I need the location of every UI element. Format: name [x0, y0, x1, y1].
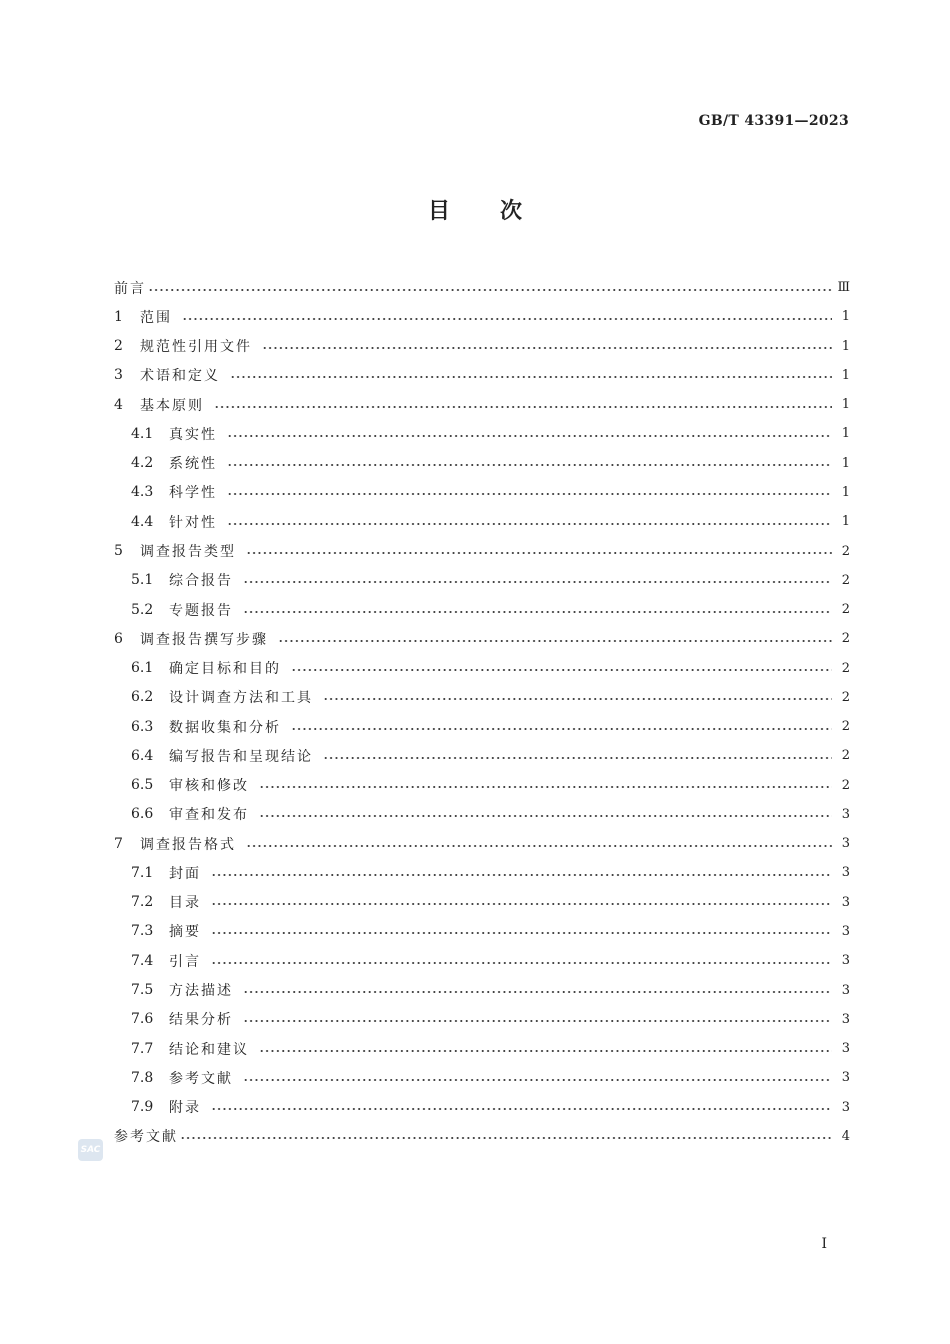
- toc-entry[interactable]: [114, 419, 850, 448]
- toc-entry-label: 编写报告和呈现结论: [169, 748, 313, 765]
- toc-entry[interactable]: [114, 361, 850, 390]
- toc-entry[interactable]: [114, 712, 850, 741]
- toc-entry[interactable]: [114, 771, 850, 800]
- toc-entry-page: 3: [841, 1070, 850, 1086]
- dot-leader: [278, 639, 832, 643]
- toc-entry-label: 真实性: [169, 426, 217, 443]
- toc-entry-page: 1: [841, 455, 850, 471]
- toc-entry[interactable]: [114, 829, 850, 858]
- standard-number: GB/T 43391—2023: [698, 113, 849, 129]
- toc-entry[interactable]: [114, 741, 850, 770]
- toc-entry-page: 1: [841, 514, 850, 530]
- toc-entry-label: 封面: [169, 865, 201, 882]
- toc-entry[interactable]: [114, 1092, 850, 1121]
- dot-leader: [291, 727, 832, 731]
- dot-leader: [214, 405, 832, 409]
- toc-entry-page: 3: [841, 836, 850, 852]
- toc-entry-page: 3: [841, 865, 850, 881]
- toc-entry-label: 确定目标和目的: [169, 661, 281, 678]
- toc-entry-number: 7.1: [131, 864, 154, 881]
- toc-entry-page: 4: [841, 1128, 850, 1144]
- toc-entry-label: 调查报告类型: [140, 544, 236, 561]
- dot-leader: [148, 288, 832, 292]
- toc-entry-label: 术语和定义: [140, 368, 220, 385]
- toc-entry-page: 3: [841, 894, 850, 910]
- toc-entry-label: 结果分析: [169, 1012, 233, 1029]
- toc-entry[interactable]: [114, 595, 850, 624]
- toc-entry[interactable]: [114, 917, 850, 946]
- toc-entry-number: 7.2: [131, 894, 154, 911]
- toc-entry-number: 4.3: [131, 484, 154, 501]
- dot-leader: [211, 902, 832, 906]
- dot-leader: [243, 990, 832, 994]
- toc-entry-label: 规范性引用文件: [140, 339, 252, 356]
- toc-entry-page: 2: [841, 660, 850, 676]
- toc-entry-page: 1: [841, 397, 850, 413]
- dot-leader: [182, 317, 832, 321]
- toc-entry-page: 3: [841, 923, 850, 939]
- toc-entry[interactable]: [114, 332, 850, 361]
- toc-entry-page: 3: [841, 1099, 850, 1115]
- toc-entry-label: 结论和建议: [169, 1041, 249, 1058]
- toc-entry-label: 基本原则: [140, 397, 204, 414]
- toc-entry[interactable]: [114, 1063, 850, 1092]
- toc-entry-page: 2: [841, 719, 850, 735]
- dot-leader: [211, 1107, 832, 1111]
- toc-entry-number: 5.2: [131, 601, 154, 618]
- dot-leader: [243, 1078, 832, 1082]
- toc-entry[interactable]: [114, 858, 850, 887]
- toc-entry-number: 4.2: [131, 455, 154, 472]
- dot-leader: [227, 492, 832, 496]
- dot-leader: [211, 931, 832, 935]
- toc-entry-page: 1: [841, 426, 850, 442]
- toc-entry-label: 专题报告: [169, 602, 233, 619]
- toc-entry-label: 参考文献: [169, 1070, 233, 1087]
- toc-entry-number: 3: [114, 367, 123, 384]
- toc-entry-label: 前言: [114, 280, 146, 297]
- toc-entry-page: 1: [841, 309, 850, 325]
- toc-entry-number: 7.7: [131, 1040, 154, 1057]
- toc-entry[interactable]: [114, 946, 850, 975]
- toc-entry-label: 设计调查方法和工具: [169, 690, 313, 707]
- toc-entry-number: 7.6: [131, 1011, 154, 1028]
- toc-entry-label: 摘要: [169, 924, 201, 941]
- dot-leader: [211, 961, 832, 965]
- toc-entry-label: 针对性: [169, 514, 217, 531]
- page-title: 目次: [427, 198, 572, 224]
- toc-entry[interactable]: [114, 683, 850, 712]
- toc-entry[interactable]: [114, 1034, 850, 1063]
- dot-leader: [259, 785, 832, 789]
- toc-entry-label: 附录: [169, 1100, 201, 1117]
- toc-entry[interactable]: [114, 273, 850, 302]
- toc-entry[interactable]: [114, 1122, 850, 1151]
- dot-leader: [262, 346, 832, 350]
- toc-entry-label: 引言: [169, 953, 201, 970]
- toc-entry[interactable]: [114, 507, 850, 536]
- dot-leader: [246, 551, 832, 555]
- dot-leader: [243, 1019, 832, 1023]
- dot-leader: [180, 1136, 832, 1140]
- toc-entry-page: 2: [841, 602, 850, 618]
- dot-leader: [323, 697, 832, 701]
- toc-entry-label: 调查报告格式: [140, 836, 236, 853]
- toc-entry-label: 审查和发布: [169, 807, 249, 824]
- page-number: I: [821, 1236, 827, 1252]
- toc-entry-number: 1: [114, 308, 123, 325]
- toc-entry[interactable]: [114, 624, 850, 653]
- toc-entry[interactable]: [114, 566, 850, 595]
- toc-entry-page: 2: [841, 748, 850, 764]
- toc-entry-label: 目录: [169, 895, 201, 912]
- dot-leader: [243, 610, 832, 614]
- toc-entry-page: 3: [841, 806, 850, 822]
- toc-entry-number: 5: [114, 543, 123, 560]
- dot-leader: [227, 463, 832, 467]
- toc-entry-number: 6.5: [131, 777, 154, 794]
- toc-entry[interactable]: [114, 449, 850, 478]
- toc-entry-label: 综合报告: [169, 573, 233, 590]
- toc-entry-label: 审核和修改: [169, 778, 249, 795]
- toc-entry-number: 4.1: [131, 425, 154, 442]
- dot-leader: [227, 522, 832, 526]
- toc-entry-number: 7.5: [131, 982, 154, 998]
- toc-entry[interactable]: [114, 302, 850, 331]
- toc-entry-page: 1: [841, 338, 850, 354]
- toc-entry-number: 7.3: [131, 923, 154, 940]
- toc-entry[interactable]: [114, 390, 850, 419]
- toc-entry[interactable]: [114, 1005, 850, 1034]
- toc-entry-number: 4: [114, 396, 123, 413]
- toc-entry-number: 2: [114, 338, 123, 355]
- toc-entry-page: 2: [841, 777, 850, 793]
- dot-leader: [227, 434, 832, 438]
- toc-entry-page: 3: [841, 953, 850, 969]
- toc-entry-page: 3: [841, 1011, 850, 1027]
- dot-leader: [243, 580, 832, 584]
- dot-leader: [259, 1049, 832, 1053]
- toc-entry-number: 6.4: [131, 747, 154, 764]
- toc-entry[interactable]: [114, 653, 850, 682]
- dot-leader: [211, 873, 832, 877]
- sac-logo: SAC: [78, 1139, 103, 1161]
- toc-entry-label: 数据收集和分析: [169, 719, 281, 736]
- toc-entry[interactable]: [114, 800, 850, 829]
- toc-entry[interactable]: [114, 536, 850, 565]
- toc-entry-number: 5.1: [131, 572, 154, 589]
- toc-entry-page: 3: [841, 982, 850, 998]
- dot-leader: [259, 814, 832, 818]
- toc-entry-label: 科学性: [169, 485, 217, 502]
- toc-entry-page: 2: [841, 543, 850, 559]
- toc-entry-page: Ⅲ: [837, 280, 850, 296]
- toc-entry-number: 7: [114, 835, 123, 852]
- toc-entry-page: 3: [841, 1041, 850, 1057]
- toc-entry-number: 6.1: [131, 660, 154, 677]
- toc-entry-number: 6: [114, 630, 123, 647]
- toc-entry-label: 系统性: [169, 456, 217, 473]
- toc-entry-page: 2: [841, 631, 850, 647]
- toc-entry-page: 2: [841, 572, 850, 588]
- dot-leader: [246, 844, 832, 848]
- toc-entry-number: 6.2: [131, 689, 154, 706]
- toc-entry-page: 1: [841, 367, 850, 383]
- toc-entry[interactable]: [114, 888, 850, 917]
- toc-entry-number: 7.8: [131, 1069, 154, 1086]
- toc-entry[interactable]: [114, 975, 850, 1004]
- toc-entry-number: 7.9: [131, 1099, 154, 1116]
- toc-entry-number: 6.3: [131, 718, 154, 735]
- toc-entry-label: 参考文献: [114, 1129, 178, 1146]
- toc-entry-label: 方法描述: [169, 983, 233, 999]
- toc-entry-label: 范围: [140, 309, 172, 326]
- toc-entry[interactable]: [114, 478, 850, 507]
- dot-leader: [230, 375, 832, 379]
- toc-entry-page: 1: [841, 484, 850, 500]
- toc-entry-label: 调查报告撰写步骤: [140, 631, 268, 648]
- toc-entry-number: 6.6: [131, 806, 154, 823]
- dot-leader: [291, 668, 832, 672]
- toc-entry-number: 7.4: [131, 952, 154, 969]
- toc-entry-page: 2: [841, 689, 850, 705]
- dot-leader: [323, 756, 832, 760]
- toc-entry-number: 4.4: [131, 513, 154, 530]
- table-of-contents: [114, 273, 850, 1151]
